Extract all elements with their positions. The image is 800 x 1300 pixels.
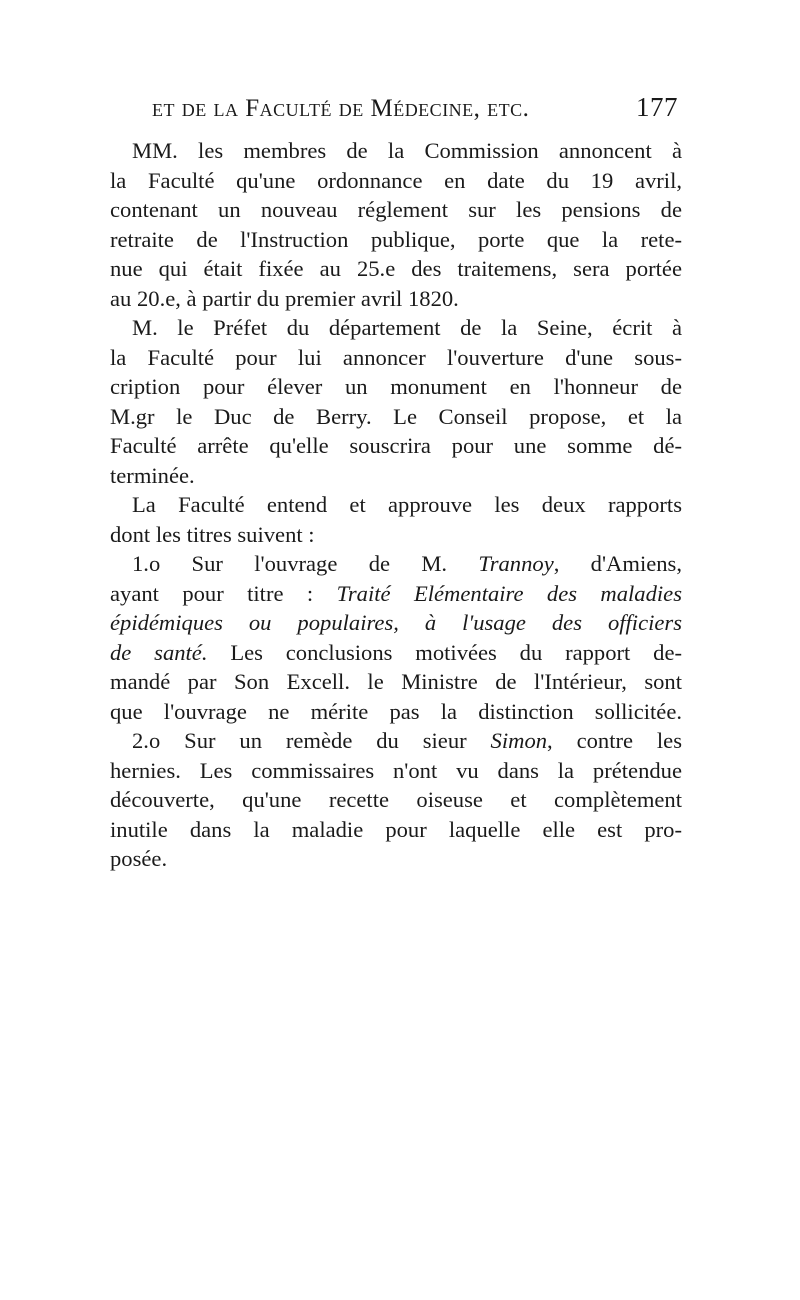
paragraph-commission — [110, 136, 682, 313]
body-text — [110, 136, 682, 874]
text-line: hernies. Les commissaires n'ont vu dans la prétendue — [110, 757, 682, 783]
text-run: Les conclusions motivées du rapport de- — [207, 639, 682, 665]
text-run: , contre les — [547, 728, 683, 753]
page-number: 177 — [636, 92, 678, 122]
text-run: 1.o Sur l'ouvrage de M. — [132, 551, 479, 576]
text-line: la Faculté pour lui annoncer l'ouverture d'une sous- — [110, 344, 682, 370]
text-line: MM. les membres de la Commission annoncent à — [132, 138, 682, 163]
text-line: La Faculté entend et approuve les deux rapports — [132, 492, 682, 517]
text-line: dont les titres suivent : — [110, 521, 315, 547]
running-title: et de la Faculté de Médecine, etc. — [152, 95, 530, 122]
text-line: M. le Préfet du département de la Seine, écrit à — [132, 315, 682, 340]
text-run: 2.o Sur un remède du sieur — [132, 728, 491, 753]
text-line: posée. — [110, 846, 168, 871]
text-run: , d'Amiens, — [553, 551, 682, 576]
text-line: cription pour élever un monument en l'honneur de — [110, 374, 682, 399]
book-title: épidémiques ou populaires, à l'usage des officiers — [110, 610, 682, 635]
text-line: que l'ouvrage ne mérite pas la distinction sollicitée. — [110, 698, 682, 724]
text-run: ayant pour titre : — [110, 580, 337, 606]
text-line: contenant un nouveau réglement sur les pensions de — [110, 197, 682, 222]
text-line: découverte, qu'une recette oiseuse et complètement — [110, 787, 682, 812]
paragraph-rapport-1 — [110, 549, 682, 726]
text-line: au 20.e, à partir du premier avril 1820. — [110, 285, 459, 311]
text-line — [110, 549, 682, 579]
book-title: Traité Elémentaire des maladies — [336, 580, 682, 606]
text-line — [110, 638, 682, 668]
text-line: inutile dans la maladie pour laquelle elle est pro- — [110, 816, 682, 842]
text-line: M.gr le Duc de Berry. Le Conseil propose, et la — [110, 403, 682, 429]
text-line: la Faculté qu'une ordonnance en date du 19 avril, — [110, 167, 682, 193]
book-title: de santé. — [110, 639, 208, 665]
text-line — [110, 579, 682, 609]
text-line: Faculté arrête qu'elle souscrira pour une somme dé- — [110, 433, 682, 458]
author-name: Trannoy — [478, 551, 554, 576]
text-line — [110, 608, 682, 638]
paragraph-prefet — [110, 313, 682, 490]
book-page — [110, 92, 682, 874]
paragraph-rapport-2 — [110, 726, 682, 874]
text-line — [110, 726, 682, 756]
person-name: Simon — [490, 728, 548, 753]
text-line: terminée. — [110, 462, 195, 488]
text-line: nue qui était fixée au 25.e des traitemens, sera portée — [110, 256, 682, 281]
running-head — [110, 92, 682, 136]
text-line: retraite de l'Instruction publique, porte que la rete- — [110, 226, 682, 252]
text-line: mandé par Son Excell. le Ministre de l'Intérieur, sont — [110, 669, 682, 694]
paragraph-rapports — [110, 490, 682, 549]
